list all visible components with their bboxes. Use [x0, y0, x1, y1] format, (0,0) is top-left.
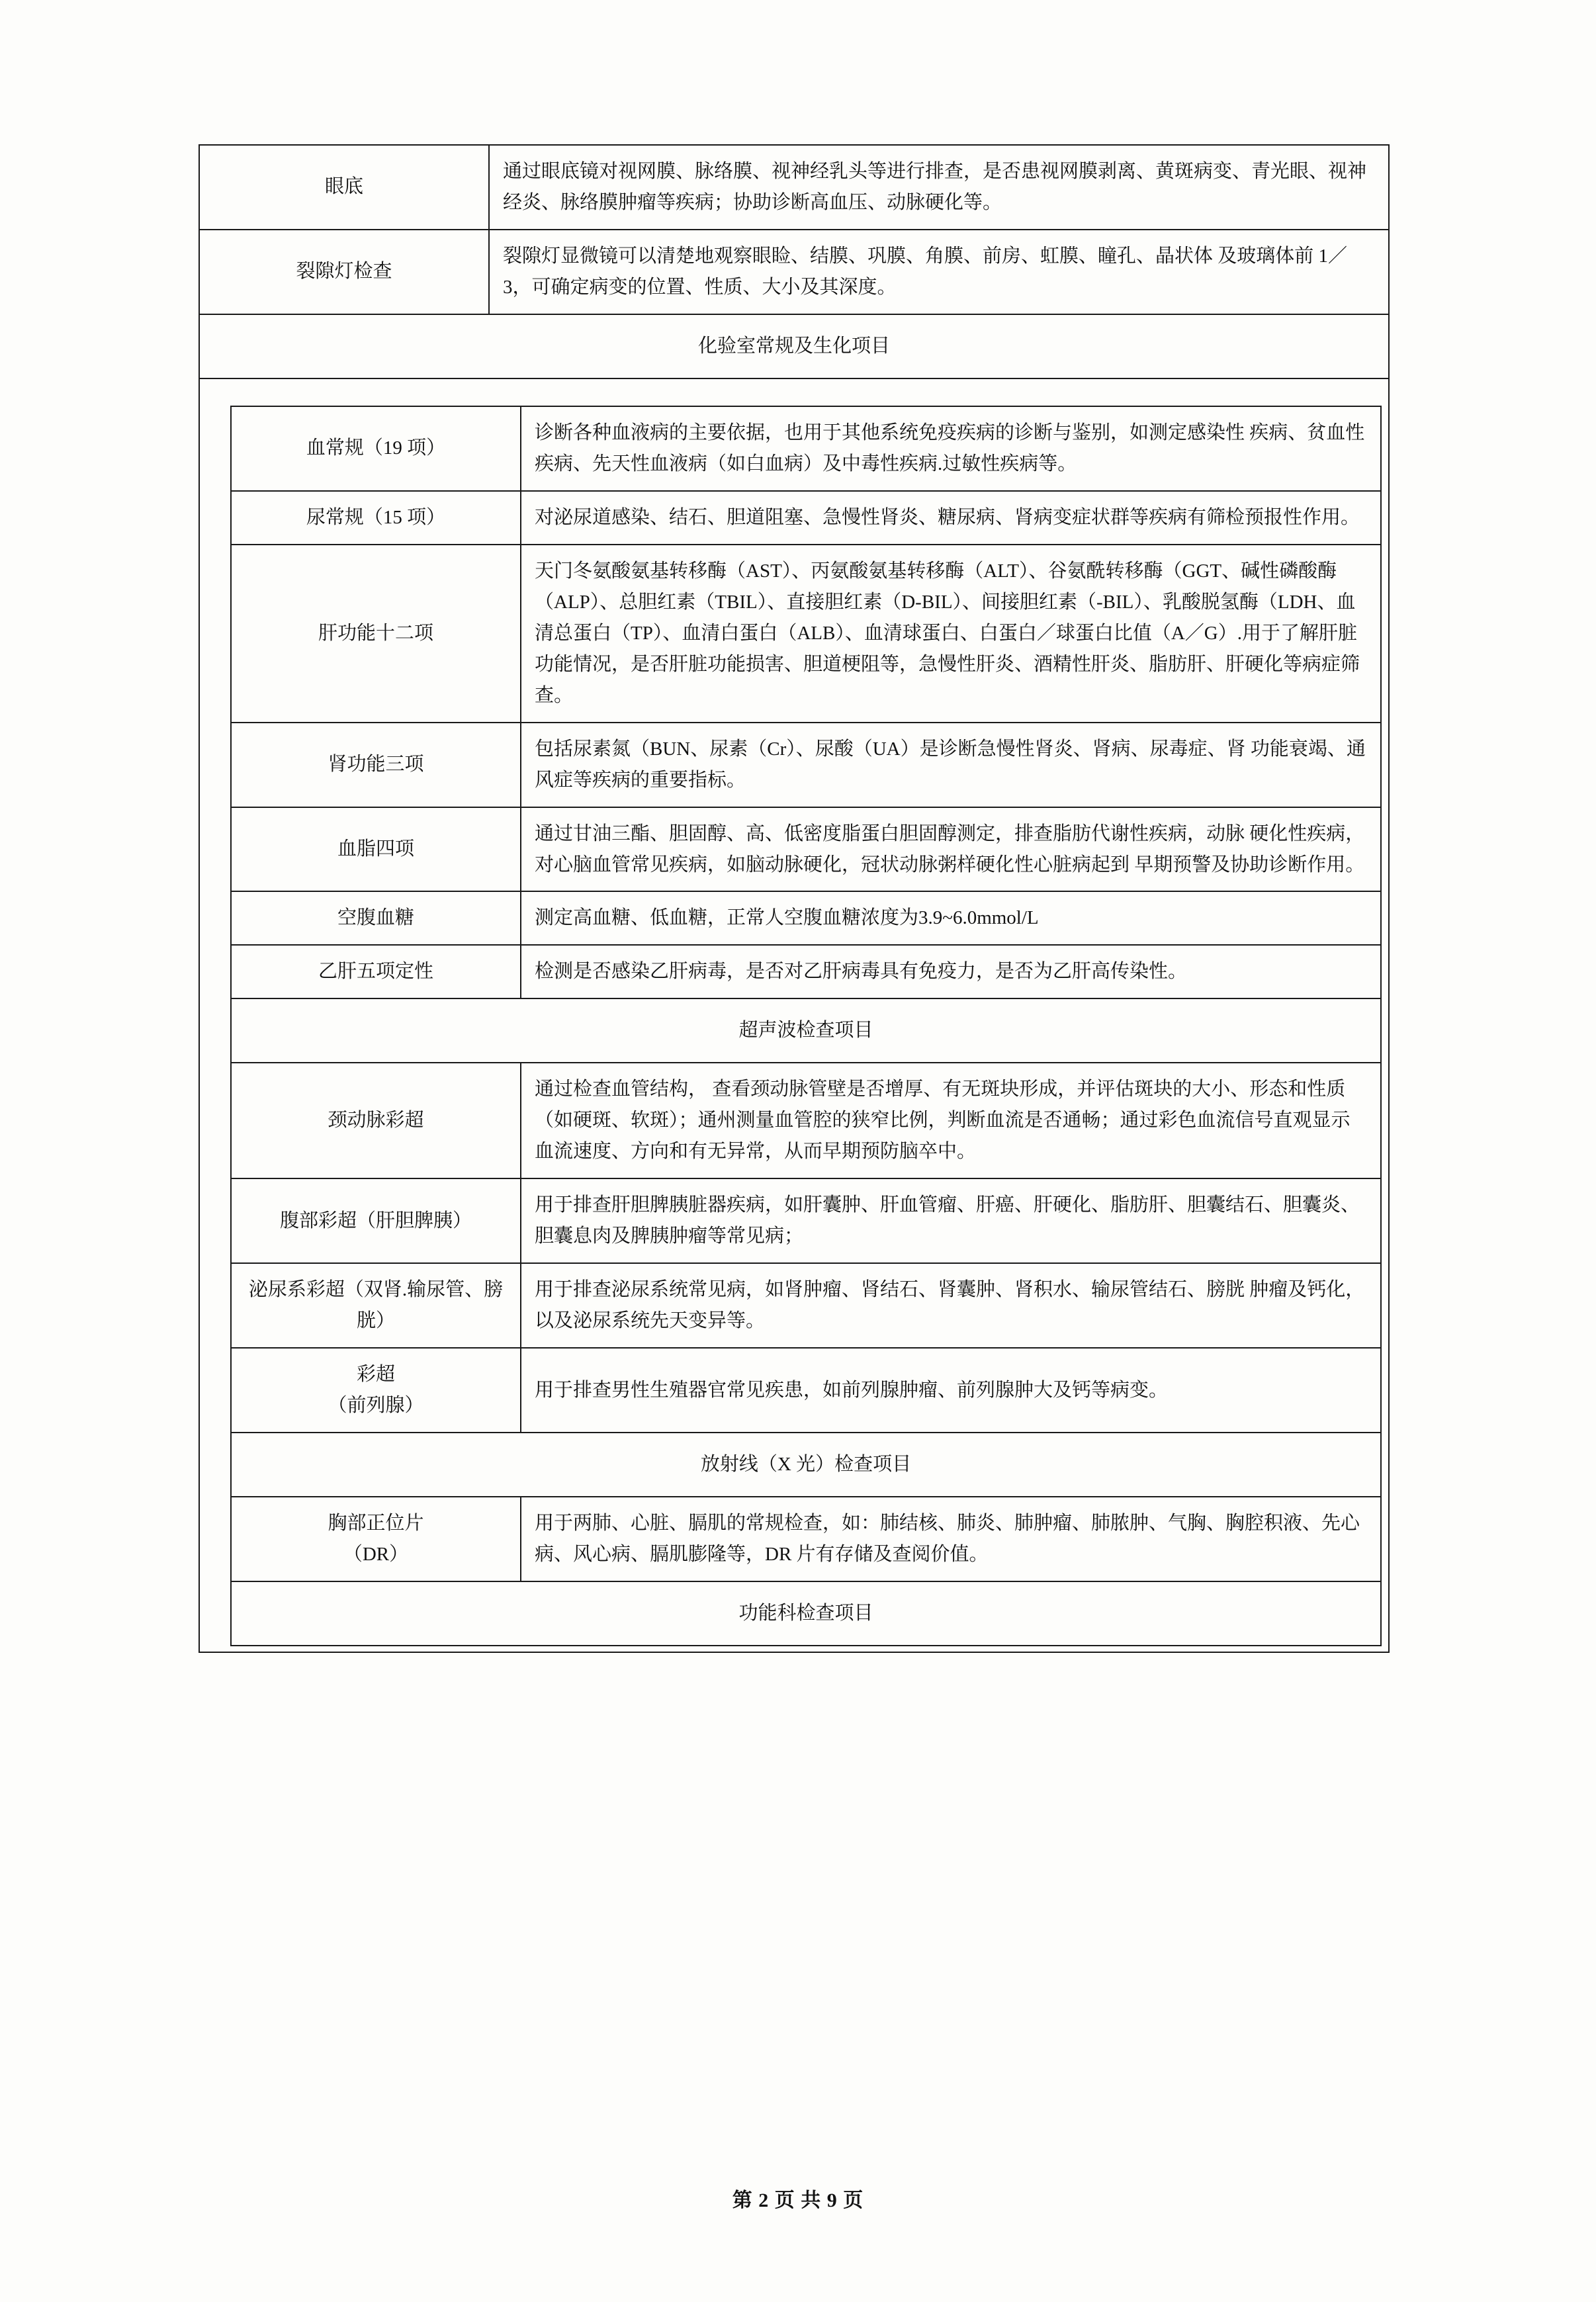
row-label-chest-dr-line2: （DR） [343, 1544, 409, 1566]
top-exam-table [199, 144, 1390, 379]
table-row [231, 1263, 1381, 1348]
table-row [231, 945, 1381, 998]
row-desc-abdominal-ultrasound: 用于排查肝胆脾胰脏器疾病，如肝囊肿、肝血管瘤、肝癌、肝硬化、脂肪肝、胆囊结石、胆囊炎、胆囊息肉及脾胰肿瘤等常见病； [521, 1178, 1381, 1263]
table-gap-spacer [199, 379, 1390, 406]
row-label-prostate-line1: 彩超 [356, 1364, 395, 1386]
inner-table-indent [230, 406, 1382, 1646]
row-label-prostate-line2: （前列腺） [328, 1395, 424, 1417]
row-label-chest-dr [231, 1497, 521, 1581]
section-header-radiology-row [231, 1433, 1381, 1497]
section-header-lab-row [199, 314, 1389, 378]
row-label-kidney-function: 肾功能三项 [231, 723, 521, 807]
page-footer: 第 2 页 共 9 页 [732, 2190, 864, 2211]
table-row [231, 1497, 1381, 1581]
row-desc-fundus: 通过眼底镜对视网膜、脉络膜、视神经乳头等进行排查，是否患视网膜剥离、黄斑病变、青光眼、视神经炎、脉络膜肿瘤等疾病；协助诊断高血压、动脉硬化等。 [489, 145, 1389, 230]
row-label-liver-function: 肝功能十二项 [231, 545, 521, 723]
table-row [231, 1063, 1381, 1178]
section-header-radiology: 放射线（X 光）检查项目 [231, 1433, 1381, 1497]
row-label-fasting-glucose: 空腹血糖 [231, 891, 521, 945]
row-label-blood-lipids: 血脂四项 [231, 807, 521, 892]
document-body [199, 144, 1390, 1653]
row-desc-blood-lipids: 通过甘油三酯、胆固醇、高、低密度脂蛋白胆固醇测定，排查脂肪代谢性疾病，动脉 硬化性疾病，对心脑血管常见疾病，如脑动脉硬化，冠状动脉粥样硬化性心脏病起到 早期预警及协助诊断作用。 [521, 807, 1381, 892]
outer-frame-bottom [199, 1646, 1390, 1653]
section-header-lab: 化验室常规及生化项目 [199, 314, 1389, 378]
table-row [231, 406, 1381, 491]
table-row [231, 545, 1381, 723]
row-label-prostate-ultrasound [231, 1348, 521, 1433]
table-row [231, 723, 1381, 807]
row-label-abdominal-ultrasound: 腹部彩超（肝胆脾胰） [231, 1178, 521, 1263]
table-row [231, 1178, 1381, 1263]
table-row [231, 491, 1381, 545]
section-header-function: 功能科检查项目 [231, 1581, 1381, 1646]
row-desc-blood-routine: 诊断各种血液病的主要依据，也用于其他系统免疫疾病的诊断与鉴别，如测定感染性 疾病、贫血性疾病、先天性血液病（如白血病）及中毒性疾病.过敏性疾病等。 [521, 406, 1381, 491]
row-desc-kidney-function: 包括尿素氮（BUN、尿素（Cr）、尿酸（UA）是诊断急慢性肾炎、肾病、尿毒症、肾 功能衰竭、通风症等疾病的重要指标。 [521, 723, 1381, 807]
row-desc-carotid-ultrasound: 通过检查血管结构， 查看颈动脉管壁是否增厚、有无斑块形成，并评估斑块的大小、形态和性质（如硬斑、软斑）；通州测量血管腔的狭窄比例，判断血流是否通畅；通过彩色血流信号直观显示血流速度、方向和有无异常，从而早期预防脑卒中。 [521, 1063, 1381, 1178]
row-desc-fasting-glucose: 测定高血糖、低血糖，正常人空腹血糖浓度为3.9~6.0mmol/L [521, 891, 1381, 945]
row-label-chest-dr-line1: 胸部正位片 [328, 1513, 424, 1534]
section-header-ultrasound-row [231, 998, 1381, 1063]
row-label-fundus: 眼底 [199, 145, 489, 230]
section-header-function-row [231, 1581, 1381, 1646]
row-desc-prostate-ultrasound: 用于排查男性生殖器官常见疾患，如前列腺肿瘤、前列腺肿大及钙等病变。 [521, 1348, 1381, 1433]
row-label-urinary-ultrasound: 泌尿系彩超（双肾.输尿管、膀胱） [231, 1263, 521, 1348]
table-row [231, 891, 1381, 945]
inner-table-wrapper [199, 406, 1390, 1646]
lab-ultrasound-table [230, 406, 1382, 1646]
row-desc-chest-dr: 用于两肺、心脏、膈肌的常规检查，如：肺结核、肺炎、肺肿瘤、肺脓肿、气胸、胸腔积液、先心病、风心病、膈肌膨隆等，DR 片有存储及查阅价值。 [521, 1497, 1381, 1581]
row-desc-hepatitis-b-panel: 检测是否感染乙肝病毒，是否对乙肝病毒具有免疫力，是否为乙肝高传染性。 [521, 945, 1381, 998]
row-label-carotid-ultrasound: 颈动脉彩超 [231, 1063, 521, 1178]
row-desc-slitlamp: 裂隙灯显微镜可以清楚地观察眼睑、结膜、巩膜、角膜、前房、虹膜、瞳孔、晶状体 及玻璃体前 1／3，可确定病变的位置、性质、大小及其深度。 [489, 230, 1389, 314]
row-label-blood-routine: 血常规（19 项） [231, 406, 521, 491]
row-desc-liver-function: 天门冬氨酸氨基转移酶（AST）、丙氨酸氨基转移酶（ALT）、谷氨酰转移酶（GGT、碱性磷酸酶（ALP）、总胆红素（TBIL）、直接胆红素（D-BIL）、间接胆红素（-BIL）、乳酸脱氢酶（LDH、血清总蛋白（TP）、血清白蛋白（ALB）、血清球蛋白、白蛋白／球蛋白比值（A／G）.用于了解肝脏功能情况，是否肝脏功能损害、胆道梗阻等，急慢性肝炎、酒精性肝炎、脂肪肝、肝硬化等病症筛查。 [521, 545, 1381, 723]
table-row [231, 807, 1381, 892]
section-header-ultrasound: 超声波检查项目 [231, 998, 1381, 1063]
row-label-slitlamp: 裂隙灯检查 [199, 230, 489, 314]
row-label-hepatitis-b-panel: 乙肝五项定性 [231, 945, 521, 998]
row-desc-urinary-ultrasound: 用于排查泌尿系统常见病，如肾肿瘤、肾结石、肾囊肿、肾积水、输尿管结石、膀胱 肿瘤及钙化，以及泌尿系统先天变异等。 [521, 1263, 1381, 1348]
row-desc-urine-routine: 对泌尿道感染、结石、胆道阻塞、急慢性肾炎、糖尿病、肾病变症状群等疾病有筛检预报性作用。 [521, 491, 1381, 545]
table-row [199, 145, 1389, 230]
table-row [231, 1348, 1381, 1433]
table-row [199, 230, 1389, 314]
row-label-urine-routine: 尿常规（15 项） [231, 491, 521, 545]
